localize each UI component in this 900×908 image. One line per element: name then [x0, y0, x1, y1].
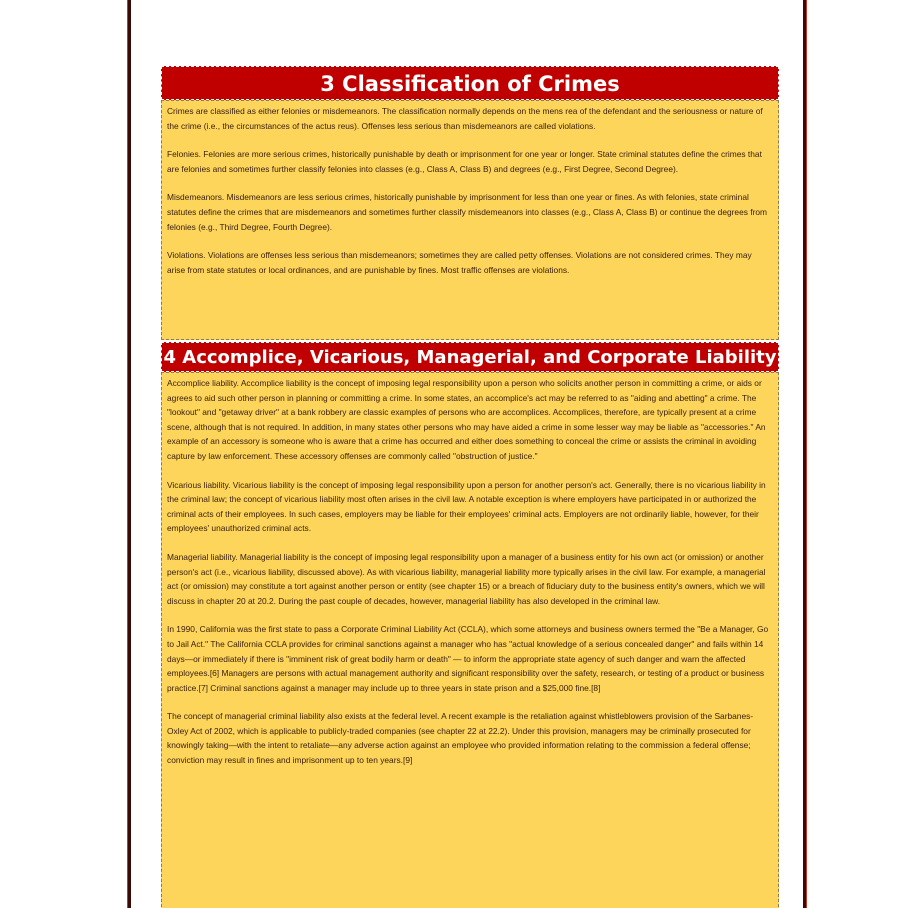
paragraph: Violations. Violations are offenses less serious than misdemeanors; sometimes they are called petty offenses. Violations are not considered crimes. They may arise from state statutes or local ordinances, and are punishable by fines. Most traffic offenses are violations. — [167, 250, 752, 275]
section-accomplice-liability — [161, 342, 779, 908]
paragraph: Managerial liability. Managerial liability is the concept of imposing legal responsibility upon a manager of a business entity for his own act (or omission) or another person's act (i.e., vicarious liability, discussed above). As with vicarious liability, managerial liability more typically arises in the civil law. For example, a managerial act (or omission) may constitute a tort against another person or entity (see chapter 15) or a breach of fiduciary duty to the business entity's owners, which we will discuss in chapter 20 at 20.2. During the past couple of decades, however, managerial liability has also developed in the criminal law. — [167, 551, 766, 606]
paragraph: Accomplice liability. Accomplice liability is the concept of imposing legal responsibility upon a person who solicits another person in committing a crime, or aids or agrees to aid such other person in planning or committing a crime. In some states, an accomplice's act may be referred to as "aiding and abetting" a crime. The "lookout" and "getaway driver" at a bank robbery are classic examples of persons who are accomplices. Accomplices, therefore, are typically present at a crime scene, although that is not required. In addition, in many states other persons who may have aided a crime in some lesser way may be liable as "accessories." An example of an accessory is someone who is aware that a crime has occurred and either does something to conceal the crime or assists the criminal in avoiding capture by law enforcement. These accessory offenses are commonly called "obstruction of justice." — [167, 378, 766, 461]
paragraph: Vicarious liability. Vicarious liability is the concept of imposing legal responsibility upon a person for another person's act. Generally, there is no vicarious liability in the criminal law; the concept of vicarious liability most often arises in the civil law. A notable exception is where employers have participated in or authorized the criminal acts of their employees. In such cases, employers may be liable for their employees' criminal acts. Employers are not ordinarily liable, however, for their employees' unauthorized criminal acts. — [167, 479, 766, 534]
section-classification-of-crimes — [161, 66, 779, 340]
paragraph: In 1990, California was the first state to pass a Corporate Criminal Liability Act (CCLA), which some attorneys and business owners termed the "Be a Manager, Go to Jail Act." The California CCLA provides for criminal sanctions against a manager who has "actual knowledge of a serious concealed danger" and fails within 14 days—or immediately if there is "imminent risk of great bodily harm or death" — to inform the appropriate state agency of such danger and warn the affected employees.[6] Managers are persons with actual management authority and significant responsibility over the safety, research, or testing of a product or business practice.[7] Criminal sanctions against a manager may include up to three years in state prison and a $25,000 fine.[8] — [167, 624, 769, 693]
section-body — [161, 100, 779, 340]
section-heading: 3 Classification of Crimes — [161, 66, 779, 100]
paragraph: Misdemeanors. Misdemeanors are less serious crimes, historically punishable by imprisonment for less than one year or fines. As with felonies, state criminal statutes define the crimes that are misdemeanors and sometimes further classify misdemeanors into classes (e.g., Class A, Class B) or continue the degrees from felonies (e.g., Third Degree, Fourth Degree). — [167, 192, 768, 232]
section-heading: 4 Accomplice, Vicarious, Managerial, and Corporate Liability — [161, 342, 779, 372]
section-body — [161, 372, 779, 908]
document-page — [128, 0, 806, 908]
paragraph: The concept of managerial criminal liability also exists at the federal level. A recent example is the retaliation against whistleblowers provision of the Sarbanes-Oxley Act of 2002, which is applicable to publicly-traded companies (see chapter 22 at 22.2). Under this provision, managers may be criminally prosecuted for knowingly taking—with the intent to retaliate—any adverse action against an employee who provided information relating to the commission a federal offense; conviction may result in fines and imprisonment up to ten years.[9] — [167, 711, 754, 766]
paragraph: Crimes are classified as either felonies or misdemeanors. The classification normally depends on the mens rea of the defendant and the seriousness or nature of the crime (i.e., the circumstances of the actus reus). Offenses less serious than misdemeanors are called violations. — [167, 106, 763, 131]
paragraph: Felonies. Felonies are more serious crimes, historically punishable by death or imprisonment for one year or longer. State criminal statutes define the crimes that are felonies and sometimes further classify felonies into classes (e.g., Class A, Class B) and degrees (e.g., First Degree, Second Degree). — [167, 149, 762, 174]
